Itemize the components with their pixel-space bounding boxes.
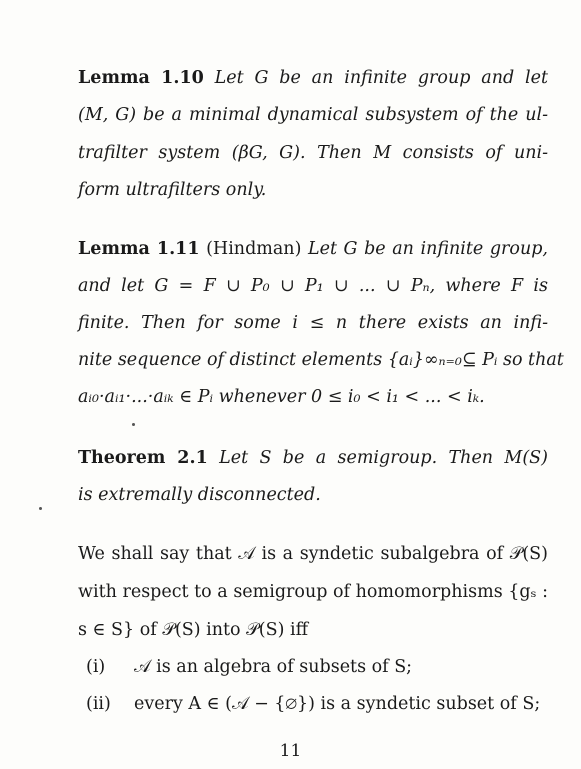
lemma-1-11-line-2: and let G = F ∪ P₀ ∪ P₁ ∪ ... ∪ Pₙ, where F is — [78, 276, 548, 296]
lemma-1-10-line-1 — [78, 67, 548, 89]
theorem-2-1-line-2: is extremally disconnected. — [78, 485, 321, 505]
lemma-1-10-text: Let G be an infinite group and let — [214, 68, 548, 88]
lemma-1-11-line-5: aᵢ₀·aᵢ₁·...·aᵢₖ ∈ Pᵢ whenever 0 ≤ i₀ < i₁ < ... < iₖ. — [78, 387, 485, 407]
theorem-2-1-line-1 — [78, 447, 548, 469]
definition-line-3: s ∈ S} of 𝒫(S) into 𝒫(S) iff — [78, 620, 308, 640]
item-text-ii: every A ∈ (𝒜 − {∅}) is a syndetic subset of S; — [134, 694, 541, 714]
lemma-1-10-line-3: trafilter system (βG, G). Then M consists of uni- — [78, 143, 548, 163]
lemma-1-11-line-1 — [78, 238, 548, 260]
definition-item-ii — [86, 693, 548, 715]
definition-line-2: with respect to a semigroup of homomorphisms {gₛ : — [78, 582, 548, 602]
item-label-ii: (ii) — [86, 694, 111, 714]
lemma-1-11-heading: Lemma 1.11 — [78, 239, 200, 259]
margin-speck — [39, 507, 42, 510]
item-label-i: (i) — [86, 657, 106, 677]
lemma-1-11-line-4: nite sequence of distinct elements {aᵢ}∞ₙ₌₀⊆ Pᵢ so that — [78, 350, 564, 370]
stray-speck — [132, 423, 135, 426]
item-text-i: 𝒜 is an algebra of subsets of S; — [134, 657, 413, 677]
theorem-2-1-heading: Theorem 2.1 — [78, 448, 208, 468]
lemma-1-11-line-3: finite. Then for some i ≤ n there exists an infi- — [78, 313, 548, 333]
lemma-1-11-attribution: (Hindman) — [206, 239, 302, 259]
definition-item-i — [86, 656, 548, 678]
lemma-1-10-line-2: (M, G) be a minimal dynamical subsystem of the ul- — [78, 105, 548, 125]
definition-line-1: We shall say that 𝒜 is a syndetic subalgebra of 𝒫(S) — [78, 544, 548, 564]
lemma-1-11-text: Let G be an infinite group, — [307, 239, 548, 259]
theorem-2-1-text: Let S be a semigroup. Then M(S) — [219, 448, 548, 468]
lemma-1-10-line-4: form ultrafilters only. — [78, 180, 267, 200]
page-number: 11 — [279, 741, 302, 761]
lemma-1-10-heading: Lemma 1.10 — [78, 68, 204, 88]
